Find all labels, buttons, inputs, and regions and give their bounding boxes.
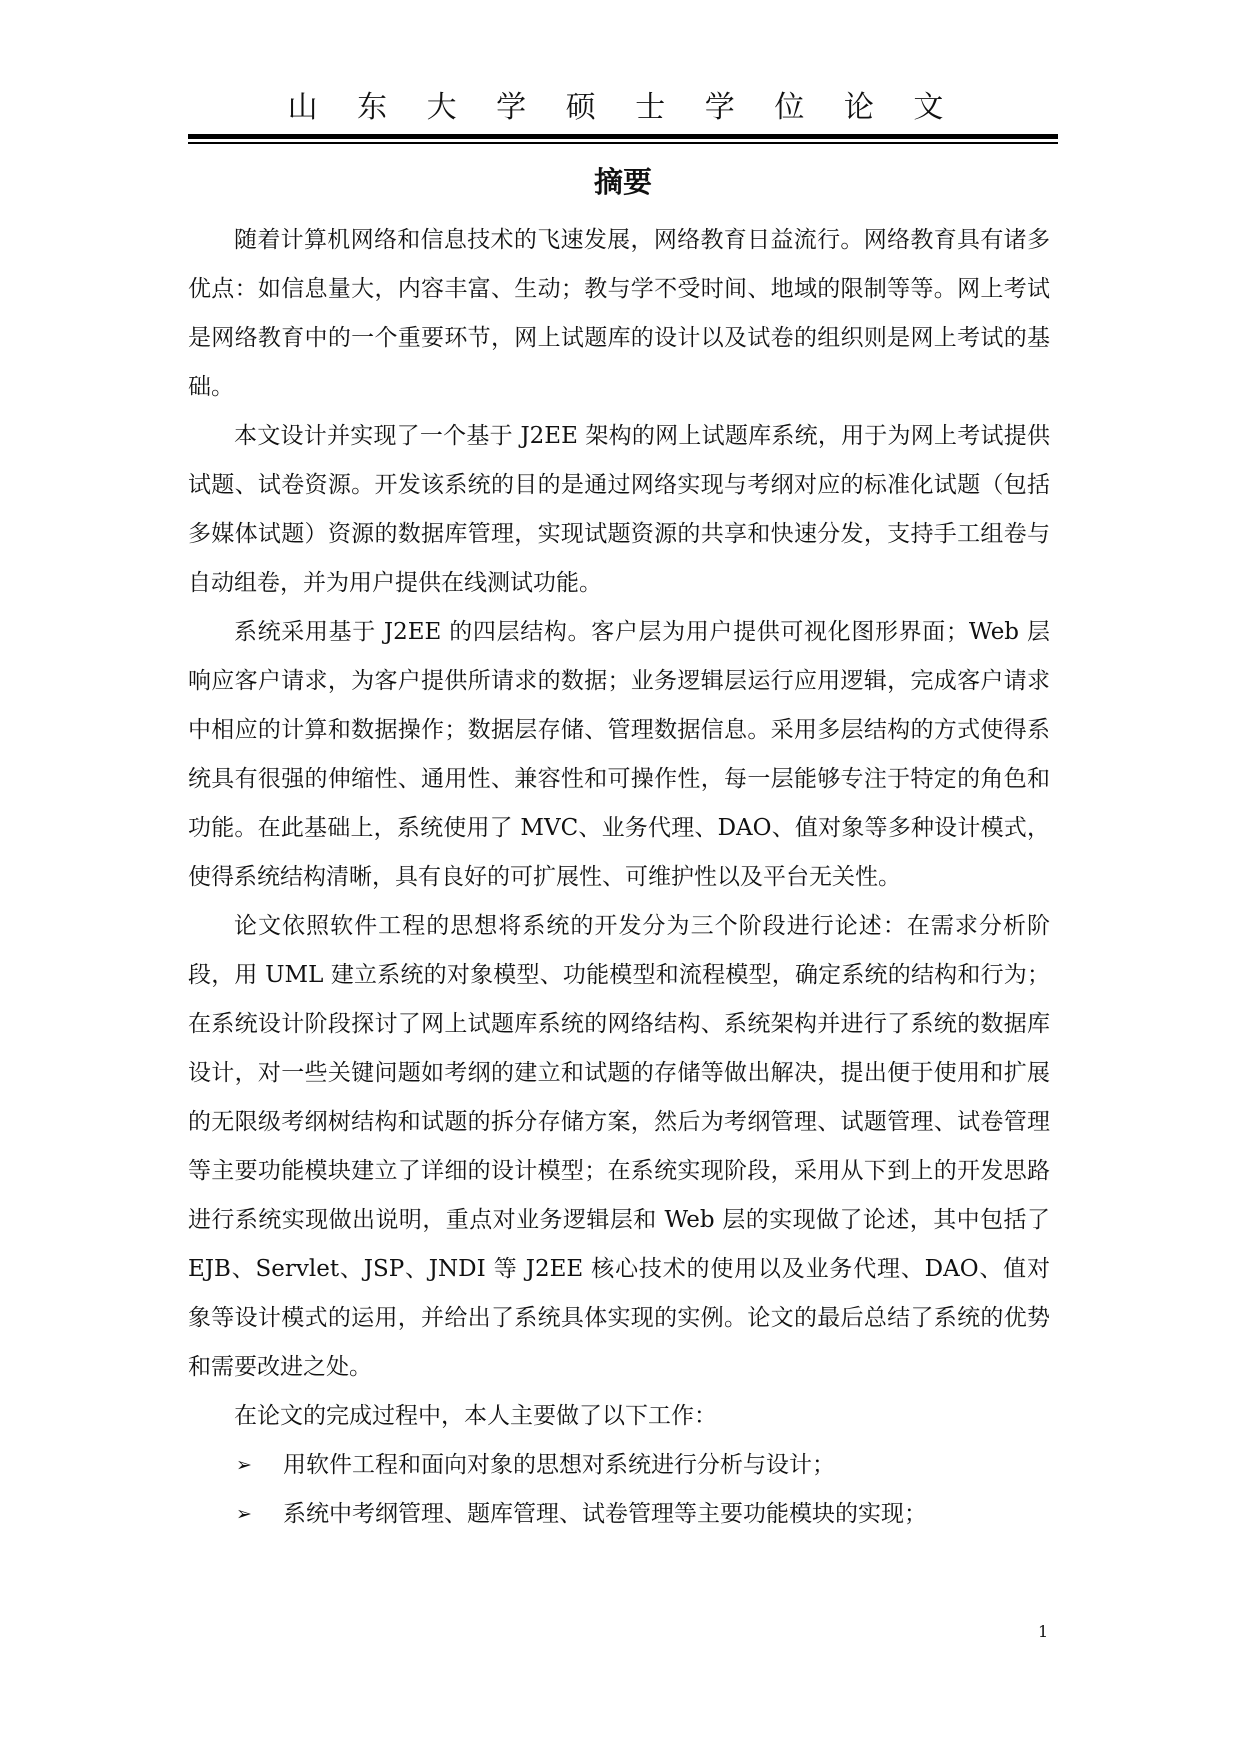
arrow-bullet-icon: ➢ [236, 1454, 252, 1476]
page-number: 1 [1038, 1622, 1049, 1641]
abstract-body [188, 216, 1050, 1539]
paragraph: 本文设计并实现了一个基于 J2EE 架构的网上试题库系统，用于为网上考试提供试题、试卷资源。开发该系统的目的是通过网络实现与考纲对应的标准化试题（包括多媒体试题）资源的数据库管理，实现试题资源的共享和快速分发，支持手工组卷与自动组卷，并为用户提供在线测试功能。 [188, 423, 1050, 596]
list-item-text: 用软件工程和面向对象的思想对系统进行分析与设计； [283, 1452, 835, 1478]
paragraph: 随着计算机网络和信息技术的飞速发展，网络教育日益流行。网络教育具有诸多优点：如信息量大，内容丰富、生动；教与学不受时间、地域的限制等等。网上考试是网络教育中的一个重要环节，网上试题库的设计以及试卷的组织则是网上考试的基础。 [188, 227, 1050, 400]
arrow-bullet-icon: ➢ [236, 1503, 252, 1525]
paragraph: 论文依照软件工程的思想将系统的开发分为三个阶段进行论述：在需求分析阶段，用 UML 建立系统的对象模型、功能模型和流程模型，确定系统的结构和行为；在系统设计阶段探讨了网上试题库系统的网络结构、系统架构并进行了系统的数据库设计，对一些关键问题如考纲的建立和试题的存储等做出解决，提出便于使用和扩展的无限级考纲树结构和试题的拆分存储方案，然后为考纲管理、试题管理、试卷管理等主要功能模块建立了详细的设计模型；在系统实现阶段，采用从下到上的开发思路进行系统实现做出说明，重点对业务逻辑层和 Web 层的实现做了论述，其中包括了 EJB、Servlet、JSP、JNDI 等 J2EE 核心技术的使用以及业务代理、DAO、值对象等设计模式的运用，并给出了系统具体实现的实例。论文的最后总结了系统的优势和需要改进之处。 [188, 913, 1050, 1380]
paragraph: 系统采用基于 J2EE 的四层结构。客户层为用户提供可视化图形界面；Web 层响应客户请求，为客户提供所请求的数据；业务逻辑层运行应用逻辑，完成客户请求中相应的计算和数据操作；数据层存储、管理数据信息。采用多层结构的方式使得系统具有很强的伸缩性、通用性、兼容性和可操作性，每一层能够专注于特定的角色和功能。在此基础上，系统使用了 MVC、业务代理、DAO、值对象等多种设计模式，使得系统结构清晰，具有良好的可扩展性、可维护性以及平台无关性。 [188, 619, 1050, 890]
work-list [188, 1441, 1050, 1539]
section-title: 摘要 [593, 165, 652, 199]
header-rule-thin [188, 142, 1058, 144]
running-header: 山 东 大 学 硕 士 学 位 论 文 [287, 90, 959, 125]
list-item [188, 1441, 1050, 1490]
header-rule-thick [188, 134, 1058, 139]
paragraph: 在论文的完成过程中，本人主要做了以下工作： [234, 1403, 717, 1429]
list-item [188, 1490, 1050, 1539]
list-item-text: 系统中考纲管理、题库管理、试卷管理等主要功能模块的实现； [283, 1501, 927, 1527]
